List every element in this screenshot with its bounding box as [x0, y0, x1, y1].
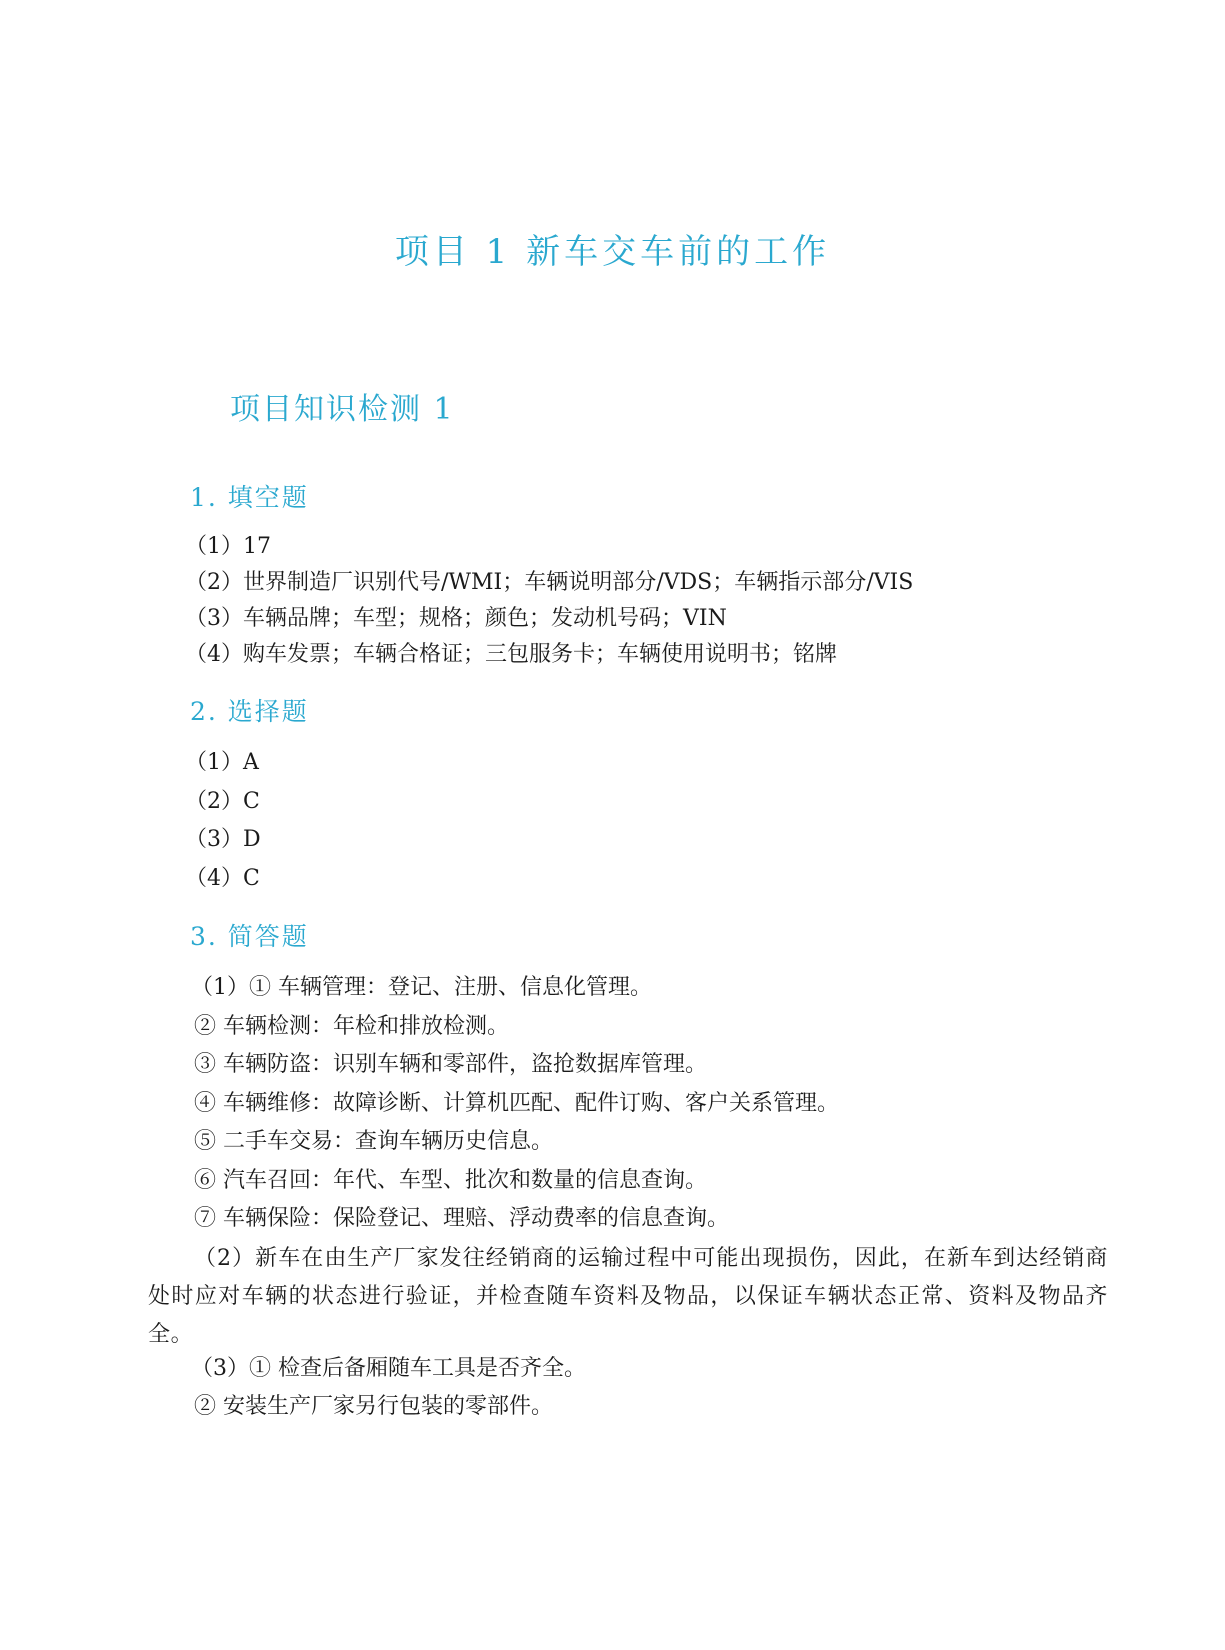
answer-line: （1）A	[185, 750, 259, 775]
answer-line: （2）C	[185, 789, 260, 814]
answer-line: （4）C	[185, 866, 260, 891]
answer-line: ② 车辆检测：年检和排放检测。	[194, 1014, 509, 1039]
answer-line: （2）世界制造厂识别代号/WMI；车辆说明部分/VDS；车辆指示部分/VIS	[185, 570, 914, 595]
section-heading-choice: 2. 选择题	[190, 697, 309, 726]
page-title: 项目 1 新车交车前的工作	[394, 232, 831, 272]
answer-line: （3）D	[185, 827, 261, 852]
answer-line: ⑤ 二手车交易：查询车辆历史信息。	[194, 1129, 553, 1154]
answer-line: ④ 车辆维修：故障诊断、计算机匹配、配件订购、客户关系管理。	[194, 1091, 839, 1116]
answer-line: ⑥ 汽车召回：年代、车型、批次和数量的信息查询。	[194, 1168, 707, 1193]
answer-line: ⑦ 车辆保险：保险登记、理赔、浮动费率的信息查询。	[194, 1206, 729, 1231]
answer-line: （1）17	[185, 534, 271, 559]
answer-line: ③ 车辆防盗：识别车辆和零部件，盗抢数据库管理。	[194, 1052, 707, 1077]
answer-line: ② 安装生产厂家另行包装的零部件。	[194, 1394, 553, 1419]
answer-line: （1）① 车辆管理：登记、注册、信息化管理。	[191, 975, 652, 1000]
section-heading-short-answer: 3. 简答题	[190, 922, 309, 951]
section-heading-fill-blank: 1. 填空题	[190, 483, 309, 512]
answer-line: （3）车辆品牌；车型；规格；颜色；发动机号码；VIN	[185, 606, 727, 631]
section-subtitle: 项目知识检测 1	[230, 392, 455, 427]
answer-paragraph: （2）新车在由生产厂家发往经销商的运输过程中可能出现损伤，因此，在新车到达经销商处时应对车辆的状态进行验证，并检查随车资料及物品，以保证车辆状态正常、资料及物品齐全。	[148, 1246, 1108, 1347]
answer-line: （4）购车发票；车辆合格证；三包服务卡；车辆使用说明书；铭牌	[185, 642, 837, 667]
answer-line: （3）① 检查后备厢随车工具是否齐全。	[191, 1356, 586, 1381]
